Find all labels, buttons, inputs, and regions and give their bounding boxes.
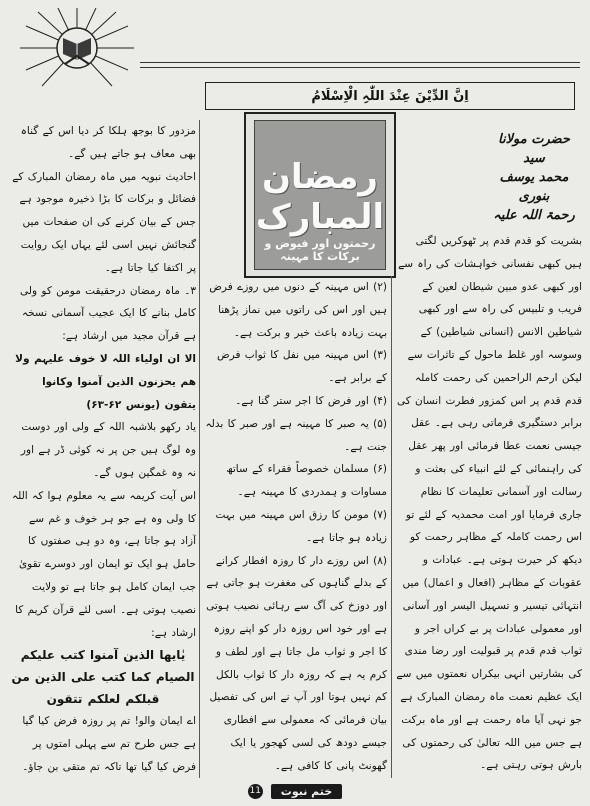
paragraph: بشریت کو قدم قدم پر ٹھوکریں لگتی ہیں کبھی نفسانی خواہشات کی راہ سے اور کبھی عدو مبین شیطان لعین کے فریب و تلبیس کی راہ سے اور کبھی شیاطین الانس (انسانی شیاطین) کے وسوسہ اور غلط ماحول کے تاثرات سے لیکن ارحم الراحمین کی رحمت کاملہ قدم قدم پر اس کمزور فطرت انسان کی برابر دستگیری فرماتی رہی ہے۔ عقل جیسی نعمت عطا فرمائی اور پھر عقل کی راہنمائی کے لئے انبیاء کی بعثت و رسالت اور آسمانی تعلیمات کا نظام جاری فرمایا اور امت محمدیہ کے لئے تو اس رحمت کاملہ کے مظاہر رحمت کو دیکھ کر حیرت ہوتی ہے۔ عبادات و عقوبات کے مظاہر (افعال و اعمال) میں انتہائی تیسیر و تسہیل الیسر اور آسانی اور معمولی عبادات پر بے کراں اجر و ثواب قدم قدم پر قبولیت اور رضا مندی کی بشارتیں انہی بیکراں نعمتوں میں سے ایک عظیم نعمت ماہ رمضان المبارک ہے جو نہی آیا ماہ رحمت ہے اور ماہ برکت ہے جس میں اللہ تعالیٰ کی رحمتوں کی بارش ہوتی رہتی ہے۔	[396, 235, 582, 772]
list-item: (۲) اس مہینہ کے دنوں میں روزے فرض ہیں اور اس کی راتوں میں نماز پڑھنا بہت زیادہ باعث خیر و برکت ہے۔	[209, 281, 387, 339]
page-number: 11	[248, 784, 263, 799]
list-item: (۷) مومن کا رزق اس مہینہ میں بہت زیادہ ہو جاتا ہے۔	[215, 508, 387, 544]
list-item: (۴) اور فرض کا اجر ستر گنا ہے۔	[235, 394, 387, 407]
paragraph: ۳۔ ماہ رمضان درحقیقت مومن کو ولی کامل بنانے کا ایک عجیب آسمانی نسخہ ہے قرآن مجید میں ارشاد ہے:	[20, 284, 196, 343]
verse-quote: الا ان اولیاء اللہ لا خوف علیہم ولا ھم یحزنون الذین آمنوا وکانوا یتقون (یونس ۶۲-۶۳)	[15, 352, 196, 411]
paragraph: اس آیت کریمہ سے یہ معلوم ہوا کہ اللہ کا ولی وہ ہے جو ہر خوف و غم سے آزاد ہو جاتا ہے، وہ دو ہی صفتوں کا حامل ہو ایک تو ایمان اور دوسرے تقویٰ جب ایمان کامل ہو جاتا ہے تو ولایت نصیب ہوتی ہے۔ اسی لئے قرآن کریم کا ارشاد ہے:	[11, 489, 196, 639]
verse-quote: یٰایھا الذین آمنوا کتب علیکم الصیام کما کتب علی الذین من قبلکم لعلکم تتقون	[11, 648, 195, 707]
title-frame	[244, 112, 396, 278]
paragraph: مزدور کا بوجھ ہلکا کر دیا اس کے گناہ بھی معاف ہو جاتے ہیں گے۔	[20, 125, 196, 160]
column-divider	[391, 276, 392, 778]
column-right	[396, 230, 582, 778]
author-block	[486, 130, 582, 223]
quran-emblem-icon	[18, 8, 136, 88]
header-rule	[140, 62, 580, 63]
paragraph: احادیث نبویہ میں ماہ رمضان المبارک کے فضائل و برکات کا بڑا ذخیرہ موجود ہے جس کے بیان کرنے کی ان صفحات میں گنجائش نہیں اسی لئے یہاں ایک روایت پر اکتفا کیا جاتا ہے۔	[12, 170, 196, 274]
paragraph: اے ایمان والو! تم پر روزہ فرض کیا گیا ہے جس طرح تم سے پہلی امتوں پر فرض کیا گیا تھا تاکہ تم متقی بن جاؤ۔	[22, 715, 196, 773]
list-item: (۳) اس مہینہ میں نفل کا ثواب فرض کے برابر ہے۔	[216, 349, 387, 385]
column-left	[10, 120, 196, 776]
header-rule	[140, 67, 580, 68]
paragraph	[396, 777, 582, 778]
page-footer	[0, 782, 590, 800]
author-suffix: رحمۃ اللہ علیہ	[493, 208, 575, 223]
article-subtitle: رحمتوں اور فیوض و برکات کا مہینہ	[264, 237, 376, 263]
column-middle	[203, 276, 387, 778]
header-verse: اِنَّ الدِّیْنَ عِنْدَ اللّٰہِ الْاِسْلَامُ	[311, 88, 469, 104]
paragraph: یاد رکھو بلاشبہ اللہ کے ولی اور دوست وہ لوگ ہیں جن پر نہ کوئی ڈر ہے اور نہ وہ غمگین ہوں گے۔	[20, 421, 196, 479]
header-verse-banner	[205, 82, 575, 110]
article-title: رمضان المبارک	[255, 157, 385, 237]
title-panel	[254, 120, 386, 270]
author-honorific: حضرت مولانا سید	[498, 132, 570, 166]
list-item: (۵) یہ صبر کا مہینہ ہے اور صبر کا بدلہ جنت ہے۔	[205, 417, 387, 453]
list-item: (۸) اس روزے دار کا روزہ افطار کرانے کے بدلے گناہوں کی مغفرت ہو جاتی ہے اور دوزخ کی آگ سے رہائی نصیب ہوتی ہے اور خود اس روزہ دار کو اپنے روزہ کا اجر و ثواب مل جاتا ہے اور لطف و کرم یہ ہے کہ روزہ دار کا ثواب بالکل کم نہیں ہوتا اور آپ نے اس کی تفصیل بیان فرمائی کہ معمولی سے افطاری جیسے دودھ کی لسی کھجور یا ایک گھونٹ پانی کا کافی ہے۔	[206, 554, 387, 772]
magazine-name: ختم نبوت	[271, 784, 342, 799]
column-divider	[199, 120, 200, 778]
author-name: محمد یوسف بنوری	[499, 170, 569, 204]
list-item: (۶) مسلمان خصوصاً فقراء کے ساتھ مساوات و ہمدردی کا مہینہ ہے۔	[226, 463, 387, 499]
